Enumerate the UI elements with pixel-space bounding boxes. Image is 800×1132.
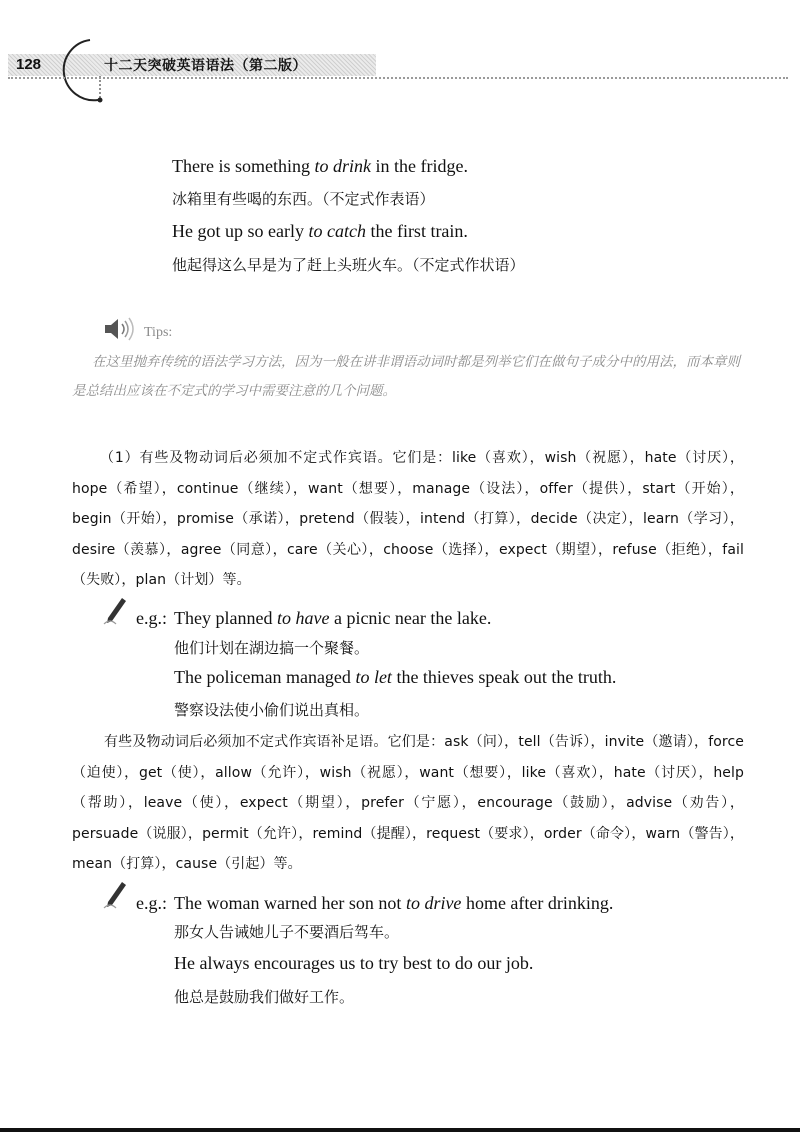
- page-number: 128: [16, 56, 42, 73]
- pencil-icon: [102, 596, 128, 626]
- example-translation-zh: 他们计划在湖边搞一个聚餐。: [174, 639, 370, 657]
- example-translation-zh: 冰箱里有些喝的东西。（不定式作表语）: [172, 190, 435, 208]
- speaker-icon: [102, 316, 138, 342]
- section1-paragraph: （1）有些及物动词后必须加不定式作宾语。它们是：like（喜欢），wish（祝愿），hate（讨厌），hope（希望），continue（继续），want（想要），manage（设法），offer（提供），start（开始），begin（开始），promise（承诺），pretend（假装），intend（打算），decide（决定），learn（学习），desire（羡慕），agree（同意），care（关心），choose（选择），expect（期望），refuse（拒绝），fail（失败），plan（计划）等。: [72, 450, 744, 588]
- example-sentence-en: The woman warned her son not to drive home after drinking.: [174, 893, 614, 913]
- example-translation-zh: 他总是鼓励我们做好工作。: [174, 988, 355, 1006]
- page-bottom-rule: [0, 1128, 800, 1132]
- example-sentence-en: He always encourages us to try best to do our job.: [174, 953, 534, 973]
- example-sentence-en: They planned to have a picnic near the lake.: [174, 608, 492, 628]
- header-dotted-rule: [8, 77, 788, 79]
- eg-label: e.g.:: [136, 893, 167, 913]
- example-sentence-en: He got up so early to catch the first train.: [172, 221, 468, 241]
- example-translation-zh: 那女人告诫她儿子不要酒后驾车。: [174, 923, 400, 941]
- tips-text: 在这里抛弃传统的语法学习方法，因为一般在讲非谓语动词时都是列举它们在做句子成分中的用法，而本章则是总结出应该在不定式的学习中需要注意的几个问题。: [72, 354, 740, 399]
- section2-paragraph: 有些及物动词后必须加不定式作宾语补足语。它们是：ask（问），tell（告诉），invite（邀请），force（迫使），get（使），allow（允许），wish（祝愿），want（想要），like（喜欢），hate（讨厌），help（帮助），leave（使），expect（期望），prefer（宁愿），encourage（鼓励），advise（劝告），persuade（说服），permit（允许），remind（提醒），request（要求），order（命令），warn（警告），mean（打算），cause（引起）等。: [72, 734, 744, 872]
- book-title: 十二天突破英语语法（第二版）: [104, 58, 307, 74]
- tips-label: Tips:: [144, 325, 173, 340]
- pencil-icon: [102, 880, 128, 910]
- example-translation-zh: 警察设法使小偷们说出真相。: [174, 701, 370, 719]
- eg-label: e.g.:: [136, 608, 167, 628]
- example-translation-zh: 他起得这么早是为了赶上头班火车。（不定式作状语）: [172, 256, 525, 274]
- example-sentence-en: The policeman managed to let the thieves speak out the truth.: [174, 667, 617, 687]
- example-sentence-en: There is something to drink in the fridge.: [172, 156, 468, 176]
